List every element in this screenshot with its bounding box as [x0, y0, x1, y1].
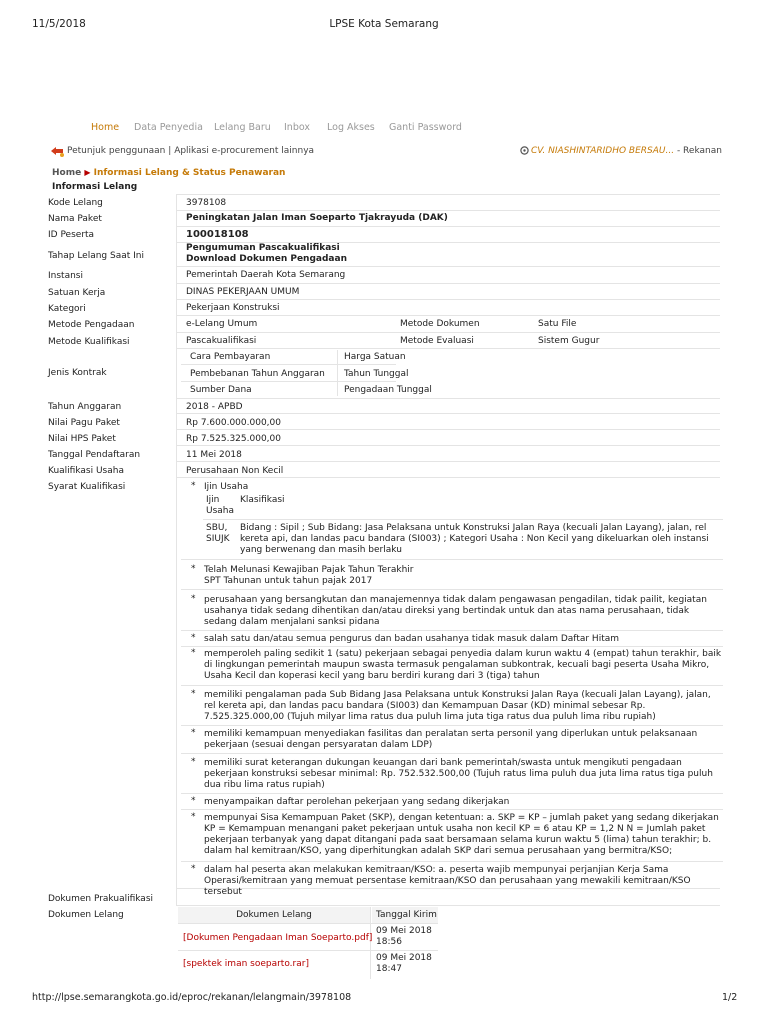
- requirement-item: mempunyai Sisa Kemampuan Paket (SKP), dengan ketentuan: a. SKP = KP – jumlah paket yang sedang dikerjakan KP = Kemampuan menangani paket pekerjaan untuk usaha non kecil KP = 6 atau KP = 1,2 N N = Jumlah paket pekerjaan terbanyak yang dapat ditangani pada saat bersamaan selama kurun waktu 5 (lima) tahun terakhir; b. dalam hal kemitraan/KSO, yang diperhitungkan adalah SKP dari semua perusahaan yang bermitra/KSO;: [204, 813, 719, 856]
- value-metode-evaluasi: Sistem Gugur: [538, 336, 600, 346]
- nav-data-penyedia[interactable]: Data Penyedia: [134, 122, 203, 133]
- bullet: *: [191, 796, 196, 806]
- label-id-peserta: ID Peserta: [48, 230, 95, 240]
- value-tahap-2[interactable]: Download Dokumen Pengadaan: [186, 254, 347, 264]
- requirement-item: memperoleh paling sedikit 1 (satu) pekerjaan sebagai penyedia dalam kurun waktu 4 (empat) tahun terakhir, baik di lingkungan pemerintah maupun swasta termasuk pengalaman subkontrak, kecuali bagi peserta Usaha Mikro, Usaha Kecil dan koperasi kecil yang baru berdiri kurang dari 3 (tiga) tahun: [204, 649, 722, 681]
- requirement-item: dalam hal peserta akan melakukan kemitraan/KSO: a. peserta wajib mempunyai perjanjian Kerja Sama Operasi/kemitraan yang memuat persentase kemitraan/KSO dan perusahaan yang mewakili kemitraan/KSO tersebut: [204, 865, 691, 897]
- label-metode-dokumen: Metode Dokumen: [400, 319, 480, 329]
- value-kategori: Pekerjaan Konstruksi: [186, 303, 280, 313]
- dokumen-date-time: 18:56: [376, 937, 402, 947]
- label-dokumen-lelang: Dokumen Lelang: [48, 910, 124, 920]
- nav-home[interactable]: Home: [91, 122, 120, 133]
- nav-ganti-password[interactable]: Ganti Password: [389, 122, 462, 133]
- label-syarat-kualifikasi: Syarat Kualifikasi: [48, 482, 126, 492]
- value-nama-paket: Peningkatan Jalan Iman Soeparto Tjakrayuda (DAK): [186, 213, 448, 223]
- requirement-item: memiliki surat keterangan dukungan keuangan dari bank pemerintah/swasta untuk mengikuti pengadaan pekerjaan konstruksi sebesar minimal: Rp. 752.532.500,00 (Tujuh ratus lima puluh dua juta lima ratus tiga puluh dua ribu lima ratus rupiah): [204, 758, 713, 790]
- bullet: *: [191, 864, 196, 874]
- requirement-item: Telah Melunasi Kewajiban Pajak Tahun Terakhir SPT Tahunan untuk tahun pajak 2017: [204, 565, 414, 586]
- print-date: 11/5/2018: [32, 18, 86, 30]
- bullet: *: [191, 594, 196, 604]
- print-page: 1/2: [722, 992, 738, 1003]
- nav-lelang-baru[interactable]: Lelang Baru: [214, 122, 271, 133]
- ijin-col1: Ijin Usaha: [206, 495, 235, 516]
- bullet: *: [191, 812, 196, 822]
- print-title: LPSE Kota Semarang: [329, 18, 439, 30]
- value-kualifikasi-usaha: Perusahaan Non Kecil: [186, 466, 284, 476]
- bullet: *: [191, 728, 196, 738]
- label-tanggal-pendaftaran: Tanggal Pendaftaran: [48, 450, 141, 460]
- nav-log-akses[interactable]: Log Akses: [327, 122, 375, 133]
- dokumen-row: [183, 933, 372, 943]
- label-kualifikasi-usaha: Kualifikasi Usaha: [48, 466, 124, 476]
- requirement-item: menyampaikan daftar perolehan pekerjaan yang sedang dikerjakan: [204, 797, 510, 807]
- user-role: - Rekanan: [676, 146, 722, 156]
- label-metode-evaluasi: Metode Evaluasi: [400, 336, 474, 346]
- label-tahap: Tahap Lelang Saat Ini: [48, 251, 144, 261]
- dokumen-date: [376, 953, 432, 975]
- tanggal-col-header: Tanggal Kirim: [376, 910, 437, 920]
- print-url: http://lpse.semarangkota.go.id/eproc/rekanan/lelangmain/3978108: [32, 992, 352, 1003]
- value-nilai-hps: Rp 7.525.325.000,00: [186, 434, 281, 444]
- value-kode-lelang: 3978108: [186, 198, 227, 208]
- bullet: *: [191, 648, 196, 658]
- requirement-item: perusahaan yang bersangkutan dan manajemennya tidak dalam pengawasan pengadilan, tidak pailit, kegiatan usahanya tidak sedang dihentikan dan/atau direksi yang bertindak untuk dan atas nama perusahaan, tidak sedang dalam menjalani sanksi pidana: [204, 595, 707, 627]
- dokumen-date: [376, 926, 432, 948]
- label-nama-paket: Nama Paket: [48, 214, 102, 224]
- ijin-row-value: Bidang : Sipil ; Sub Bidang: Jasa Pelaksana untuk Konstruksi Jalan Raya (kecuali Jalan Layang), jalan, rel kereta api, dan landas pacu bandara (SI003) ; Kategori Usaha : Non Kecil yang dikeluarkan oleh instansi yang berwenang dan masih berlaku: [240, 523, 709, 555]
- nav-inbox[interactable]: Inbox: [284, 122, 310, 133]
- ijin-title: Ijin Usaha: [204, 482, 249, 492]
- jenis-kontrak-value: Pengadaan Tunggal: [344, 385, 432, 395]
- requirement-item: salah satu dan/atau semua pengurus dan badan usahanya tidak masuk dalam Daftar Hitam: [204, 634, 620, 644]
- breadcrumb: [52, 168, 285, 178]
- bullet: *: [191, 633, 196, 643]
- aplikasi-link[interactable]: Aplikasi e-procurement lainnya: [174, 146, 315, 156]
- breadcrumb-home[interactable]: Home: [52, 168, 82, 178]
- jenis-kontrak-value: Harga Satuan: [344, 352, 406, 362]
- value-metode-kualifikasi: Pascakualifikasi: [186, 336, 257, 346]
- bullet: *: [191, 689, 196, 699]
- dokumen-date-day: 09 Mei 2018: [376, 926, 432, 936]
- label-instansi: Instansi: [48, 271, 83, 281]
- jenis-kontrak-key: Cara Pembayaran: [190, 352, 271, 362]
- label-nilai-hps: Nilai HPS Paket: [48, 434, 116, 444]
- separator: |: [168, 146, 172, 156]
- section-title: Informasi Lelang: [52, 182, 138, 192]
- petunjuk-link[interactable]: Petunjuk penggunaan: [67, 146, 166, 156]
- value-id-peserta: 100018108: [186, 229, 249, 240]
- label-nilai-pagu: Nilai Pagu Paket: [48, 418, 120, 428]
- bullet: *: [191, 564, 196, 574]
- jenis-kontrak-value: Tahun Tunggal: [344, 369, 409, 379]
- dokumen-col-header: Dokumen Lelang: [236, 910, 312, 920]
- label-satuan-kerja: Satuan Kerja: [48, 288, 106, 298]
- value-tanggal-pendaftaran: 11 Mei 2018: [186, 450, 242, 460]
- label-kategori: Kategori: [48, 304, 86, 314]
- value-tahun-anggaran: 2018 - APBD: [186, 402, 243, 412]
- bullet: *: [191, 757, 196, 767]
- bullet: *: [191, 481, 196, 491]
- value-tahap-1[interactable]: Pengumuman Pascakualifikasi: [186, 243, 340, 253]
- value-nilai-pagu: Rp 7.600.000.000,00: [186, 418, 281, 428]
- dokumen-link[interactable]: [Dokumen Pengadaan Iman Soeparto.pdf]: [183, 933, 373, 943]
- dokumen-row: [183, 959, 309, 969]
- jenis-kontrak-key: Sumber Dana: [190, 385, 252, 395]
- ijin-col2: Klasifikasi: [240, 495, 285, 505]
- requirement-item: memiliki pengalaman pada Sub Bidang Jasa Pelaksana untuk Konstruksi Jalan Raya (kecuali Jalan Layang), jalan, rel kereta api, dan landas pacu bandara (SI003) dan Kemampuan Dasar (KD) minimal sebesar Rp. 7.525.325.000,00 (Tujuh milyar lima ratus dua puluh lima juta tiga ratus dua puluh lima ribu rupiah): [204, 690, 711, 722]
- value-metode-dokumen: Satu File: [538, 319, 577, 329]
- label-dokumen-prakualifikasi: Dokumen Prakualifikasi: [48, 894, 154, 904]
- label-tahun-anggaran: Tahun Anggaran: [48, 402, 122, 412]
- value-instansi: Pemerintah Daerah Kota Semarang: [186, 270, 346, 280]
- user-name[interactable]: CV. NIASHINTARIDHO BERSAU...: [531, 146, 675, 156]
- label-kode-lelang: Kode Lelang: [48, 198, 103, 208]
- breadcrumb-current: Informasi Lelang & Status Penawaran: [93, 168, 286, 178]
- help-icon: [50, 145, 65, 158]
- label-metode-kualifikasi: Metode Kualifikasi: [48, 337, 130, 347]
- dokumen-date-day: 09 Mei 2018: [376, 953, 432, 963]
- dokumen-link[interactable]: [spektek iman soeparto.rar]: [183, 959, 309, 969]
- dokumen-date-time: 18:47: [376, 964, 402, 974]
- label-metode-pengadaan: Metode Pengadaan: [48, 320, 135, 330]
- label-jenis-kontrak: Jenis Kontrak: [48, 368, 107, 378]
- breadcrumb-arrow-icon: ▶: [84, 168, 91, 177]
- value-metode-pengadaan: e-Lelang Umum: [186, 319, 258, 329]
- ijin-row-key: SBU, SIUJK: [206, 523, 230, 544]
- requirement-item: memiliki kemampuan menyediakan fasilitas dan peralatan serta personil yang diperlukan untuk pelaksanaan pekerjaan (sesuai dengan persyaratan dalam LDP): [204, 729, 698, 750]
- user-icon: [520, 146, 529, 155]
- value-satuan-kerja: DINAS PEKERJAAN UMUM: [186, 287, 300, 297]
- jenis-kontrak-key: Pembebanan Tahun Anggaran: [190, 369, 325, 379]
